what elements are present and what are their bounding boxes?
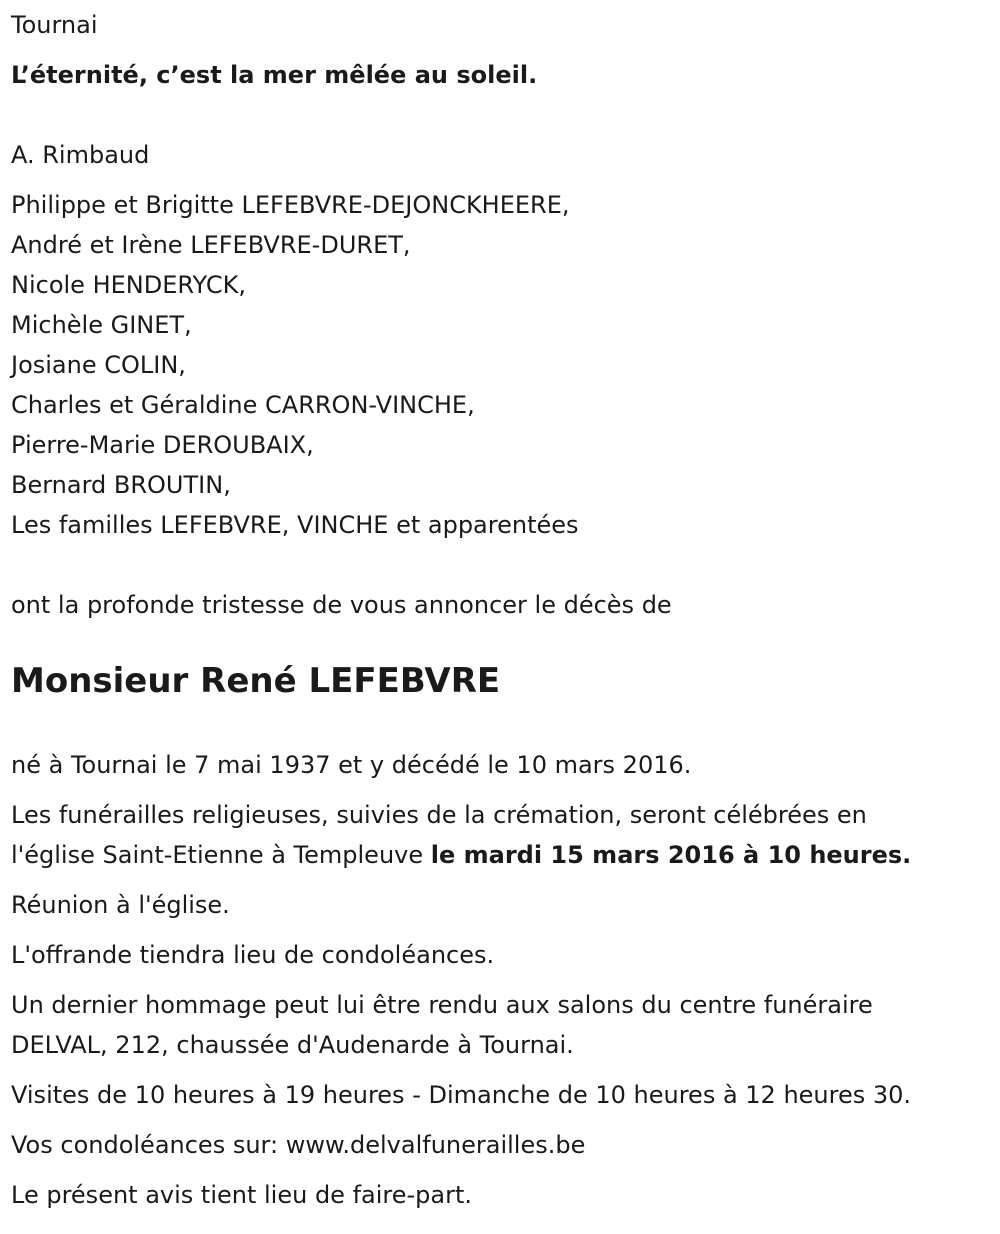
funeral-line-1: Les funérailles religieuses, suivies de la crémation, seront célébrées en xyxy=(11,801,867,829)
deceased-name: Monsieur René LEFEBVRE xyxy=(11,661,501,701)
tribute-line-1: Un dernier hommage peut lui être rendu aux salons du centre funéraire xyxy=(11,991,873,1019)
obituary-notice xyxy=(11,5,991,1215)
birth-death-text: né à Tournai le 7 mai 1937 et y décédé le 10 mars 2016. xyxy=(11,751,692,779)
family-member: Pierre-Marie DEROUBAIX, xyxy=(11,431,314,459)
tribute-line-2: DELVAL, 212, chaussée d'Audenarde à Tournai. xyxy=(11,1031,574,1059)
tribute-paragraph xyxy=(11,985,991,1065)
funeral-line-2 xyxy=(11,835,991,875)
epigraph-author: A. Rimbaud xyxy=(11,141,150,169)
epigraph-quote: L’éternité, c’est la mer mêlée au soleil. xyxy=(11,61,538,89)
family-member: Les familles LEFEBVRE, VINCHE et apparentées xyxy=(11,511,579,539)
offering-text: L'offrande tiendra lieu de condoléances. xyxy=(11,941,495,969)
family-list xyxy=(11,185,991,545)
funeral-paragraph xyxy=(11,795,991,875)
condolences-prefix: Vos condoléances sur: xyxy=(11,1131,286,1159)
condolences-link[interactable]: www.delvalfunerailles.be xyxy=(285,1131,586,1159)
meeting-text: Réunion à l'église. xyxy=(11,891,230,919)
condolences-line xyxy=(11,1125,991,1165)
family-member: Philippe et Brigitte LEFEBVRE-DEJONCKHEERE, xyxy=(11,191,570,219)
family-member: André et Irène LEFEBVRE-DURET, xyxy=(11,231,411,259)
family-member: Charles et Géraldine CARRON-VINCHE, xyxy=(11,391,475,419)
family-member: Nicole HENDERYCK, xyxy=(11,271,246,299)
visits-text: Visites de 10 heures à 19 heures - Dimanche de 10 heures à 12 heures 30. xyxy=(11,1081,912,1109)
funeral-date: le mardi 15 mars 2016 à 10 heures. xyxy=(430,841,912,869)
family-member: Michèle GINET, xyxy=(11,311,192,339)
announcement-text: ont la profonde tristesse de vous annoncer le décès de xyxy=(11,591,672,619)
family-member: Josiane COLIN, xyxy=(11,351,186,379)
closing-text: Le présent avis tient lieu de faire-part. xyxy=(11,1181,473,1209)
family-member: Bernard BROUTIN, xyxy=(11,471,231,499)
funeral-location: l'église Saint-Etienne à Templeuve xyxy=(11,841,431,869)
city-label: Tournai xyxy=(11,11,98,39)
